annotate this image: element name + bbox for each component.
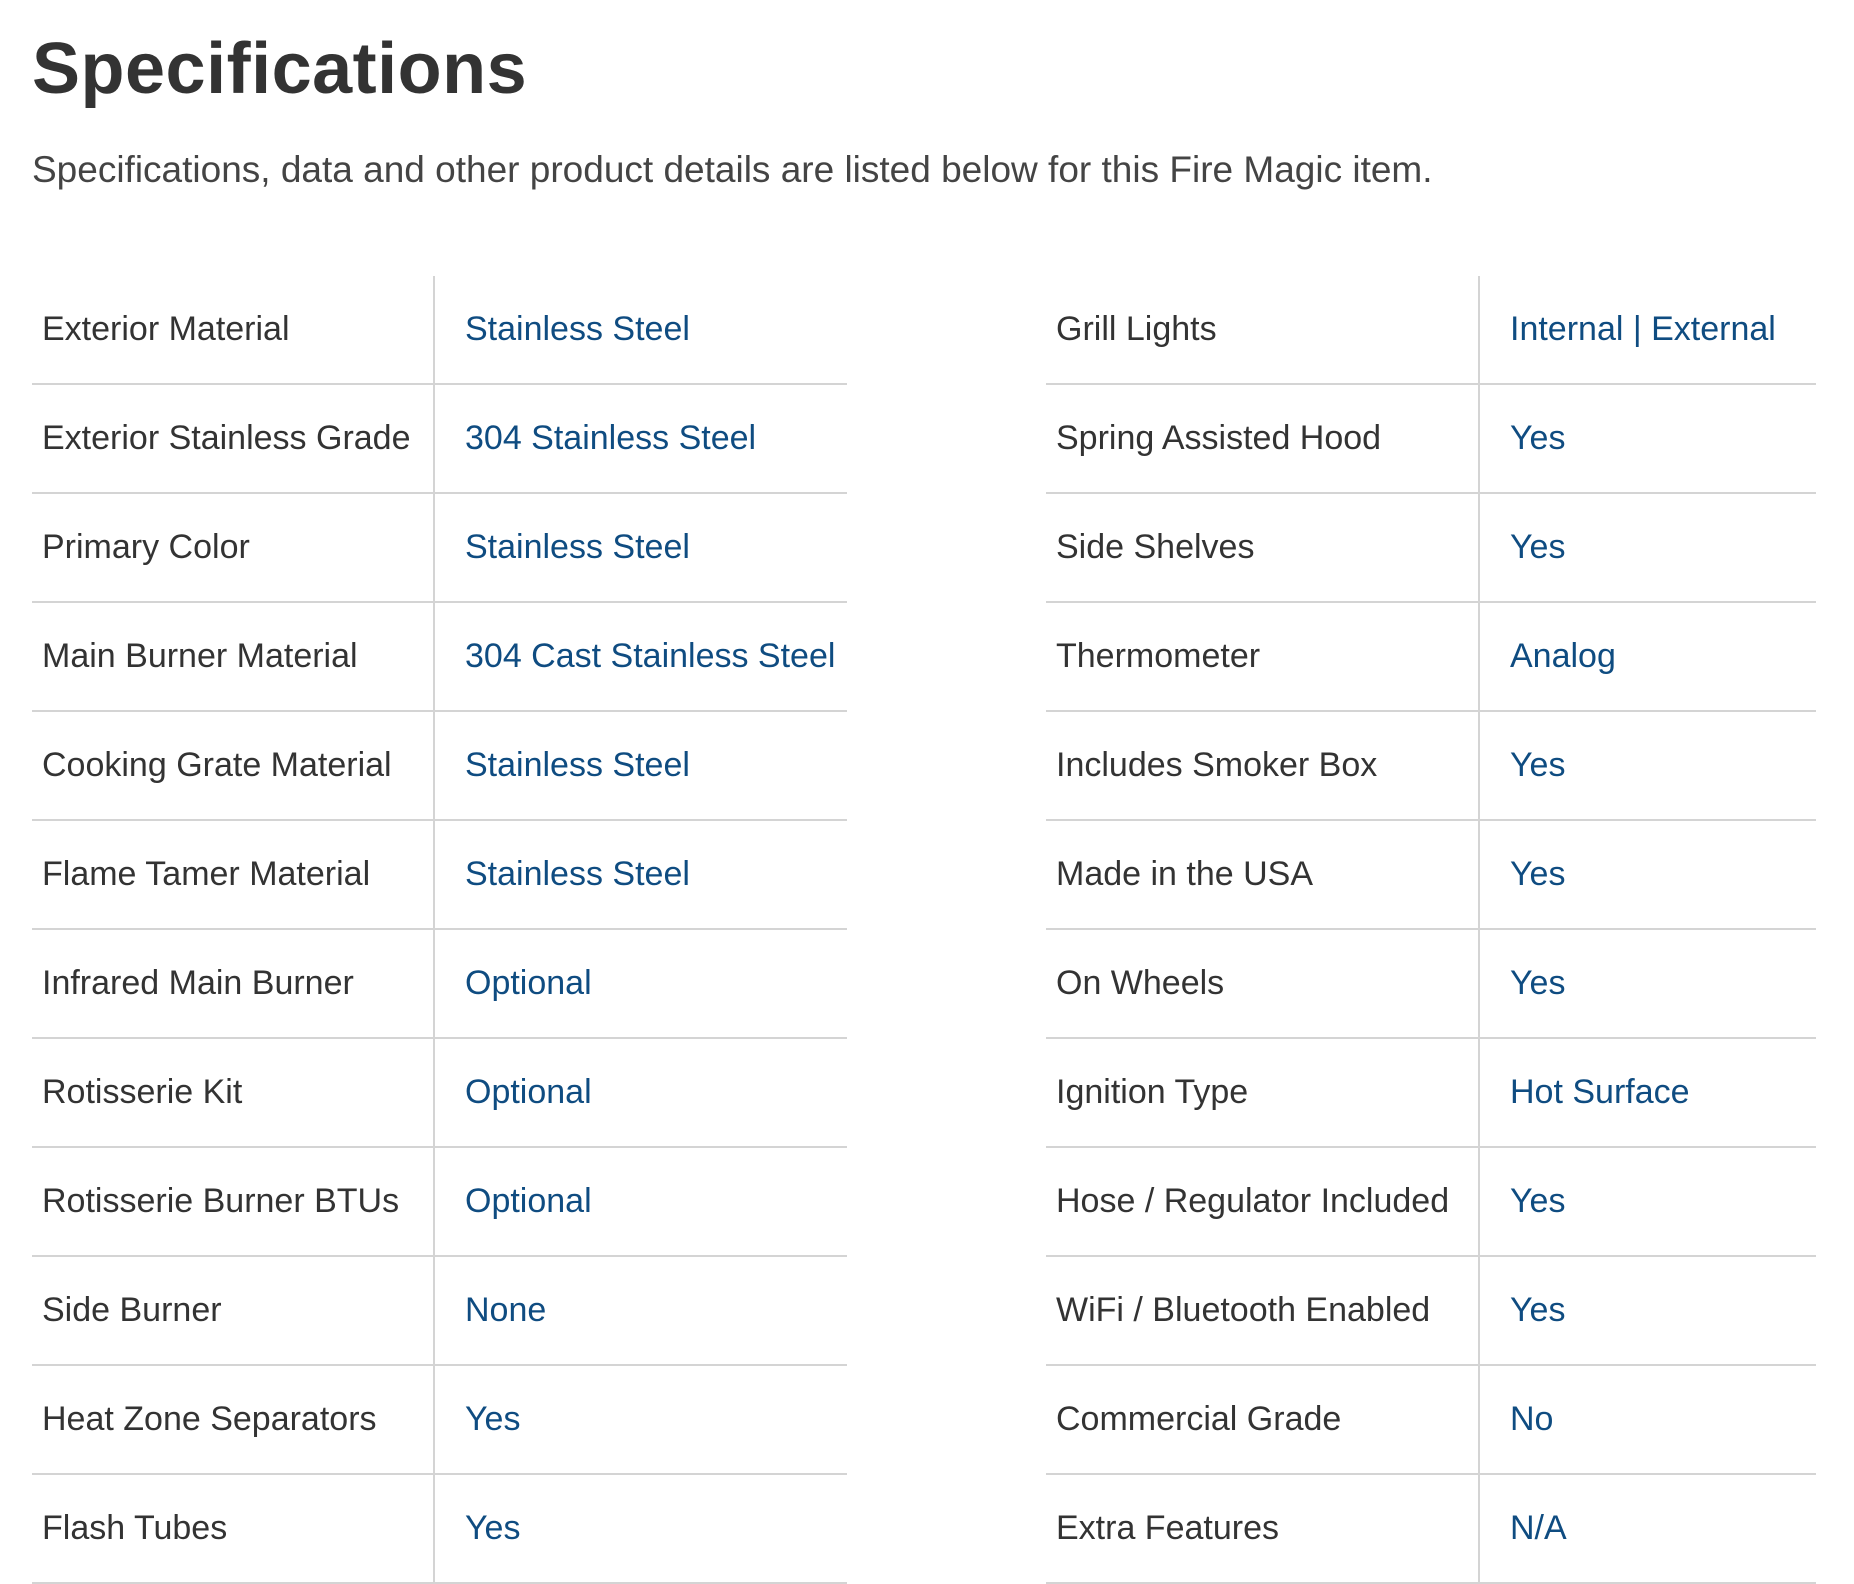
spec-value: Yes bbox=[1479, 1147, 1816, 1256]
spec-label: Extra Features bbox=[1046, 1474, 1479, 1583]
spec-value: 304 Cast Stainless Steel bbox=[434, 602, 847, 711]
spec-label: Spring Assisted Hood bbox=[1046, 384, 1479, 493]
spec-row bbox=[1046, 929, 1816, 1038]
spec-value: Stainless Steel bbox=[434, 276, 847, 384]
spec-value: 304 Stainless Steel bbox=[434, 384, 847, 493]
spec-label: Flash Tubes bbox=[32, 1474, 434, 1583]
spec-label: Side Burner bbox=[32, 1256, 434, 1365]
spec-label: Cooking Grate Material bbox=[32, 711, 434, 820]
spec-row bbox=[32, 1474, 847, 1583]
spec-row bbox=[32, 1038, 847, 1147]
spec-row bbox=[32, 711, 847, 820]
spec-row bbox=[1046, 602, 1816, 711]
spec-value: Optional bbox=[434, 1147, 847, 1256]
spec-label: Made in the USA bbox=[1046, 820, 1479, 929]
spec-value: Yes bbox=[1479, 820, 1816, 929]
spec-value: Yes bbox=[1479, 1256, 1816, 1365]
spec-value: Yes bbox=[1479, 493, 1816, 602]
spec-row bbox=[32, 493, 847, 602]
spec-row bbox=[1046, 1147, 1816, 1256]
spec-label: Ignition Type bbox=[1046, 1038, 1479, 1147]
spec-row bbox=[32, 276, 847, 384]
spec-value: None bbox=[434, 1256, 847, 1365]
spec-row bbox=[1046, 1365, 1816, 1474]
specs-table-left bbox=[32, 276, 847, 1584]
spec-value: Stainless Steel bbox=[434, 820, 847, 929]
spec-row bbox=[32, 820, 847, 929]
spec-label: Side Shelves bbox=[1046, 493, 1479, 602]
spec-label: On Wheels bbox=[1046, 929, 1479, 1038]
spec-label: Main Burner Material bbox=[32, 602, 434, 711]
spec-label: Rotisserie Kit bbox=[32, 1038, 434, 1147]
page-subtitle: Specifications, data and other product details are listed below for this Fire Magic item. bbox=[32, 149, 1433, 190]
spec-row bbox=[1046, 1474, 1816, 1583]
spec-label: WiFi / Bluetooth Enabled bbox=[1046, 1256, 1479, 1365]
spec-value: Analog bbox=[1479, 602, 1816, 711]
spec-row bbox=[1046, 820, 1816, 929]
spec-row bbox=[32, 384, 847, 493]
spec-label: Hose / Regulator Included bbox=[1046, 1147, 1479, 1256]
spec-value: Internal | External bbox=[1479, 276, 1816, 384]
spec-value: Stainless Steel bbox=[434, 711, 847, 820]
spec-row bbox=[1046, 493, 1816, 602]
page-title: Specifications bbox=[32, 29, 528, 109]
spec-value: Optional bbox=[434, 929, 847, 1038]
spec-row bbox=[32, 1147, 847, 1256]
spec-label: Primary Color bbox=[32, 493, 434, 602]
spec-row bbox=[1046, 1256, 1816, 1365]
spec-value: N/A bbox=[1479, 1474, 1816, 1583]
spec-value: Stainless Steel bbox=[434, 493, 847, 602]
spec-row bbox=[1046, 276, 1816, 384]
spec-value: Yes bbox=[1479, 929, 1816, 1038]
spec-value: Hot Surface bbox=[1479, 1038, 1816, 1147]
spec-label: Rotisserie Burner BTUs bbox=[32, 1147, 434, 1256]
spec-label: Commercial Grade bbox=[1046, 1365, 1479, 1474]
spec-row bbox=[1046, 1038, 1816, 1147]
spec-value: Yes bbox=[1479, 384, 1816, 493]
spec-row bbox=[1046, 711, 1816, 820]
spec-value: Yes bbox=[434, 1365, 847, 1474]
spec-value: Yes bbox=[1479, 711, 1816, 820]
spec-label: Thermometer bbox=[1046, 602, 1479, 711]
spec-value: Optional bbox=[434, 1038, 847, 1147]
spec-label: Infrared Main Burner bbox=[32, 929, 434, 1038]
spec-value: No bbox=[1479, 1365, 1816, 1474]
spec-label: Flame Tamer Material bbox=[32, 820, 434, 929]
specs-table-right bbox=[1046, 276, 1816, 1584]
spec-label: Includes Smoker Box bbox=[1046, 711, 1479, 820]
spec-label: Grill Lights bbox=[1046, 276, 1479, 384]
spec-label: Exterior Stainless Grade bbox=[32, 384, 434, 493]
spec-row bbox=[32, 1365, 847, 1474]
spec-label: Heat Zone Separators bbox=[32, 1365, 434, 1474]
spec-label: Exterior Material bbox=[32, 276, 434, 384]
spec-row bbox=[32, 1256, 847, 1365]
spec-row bbox=[32, 602, 847, 711]
spec-row bbox=[32, 929, 847, 1038]
spec-row bbox=[1046, 384, 1816, 493]
spec-value: Yes bbox=[434, 1474, 847, 1583]
